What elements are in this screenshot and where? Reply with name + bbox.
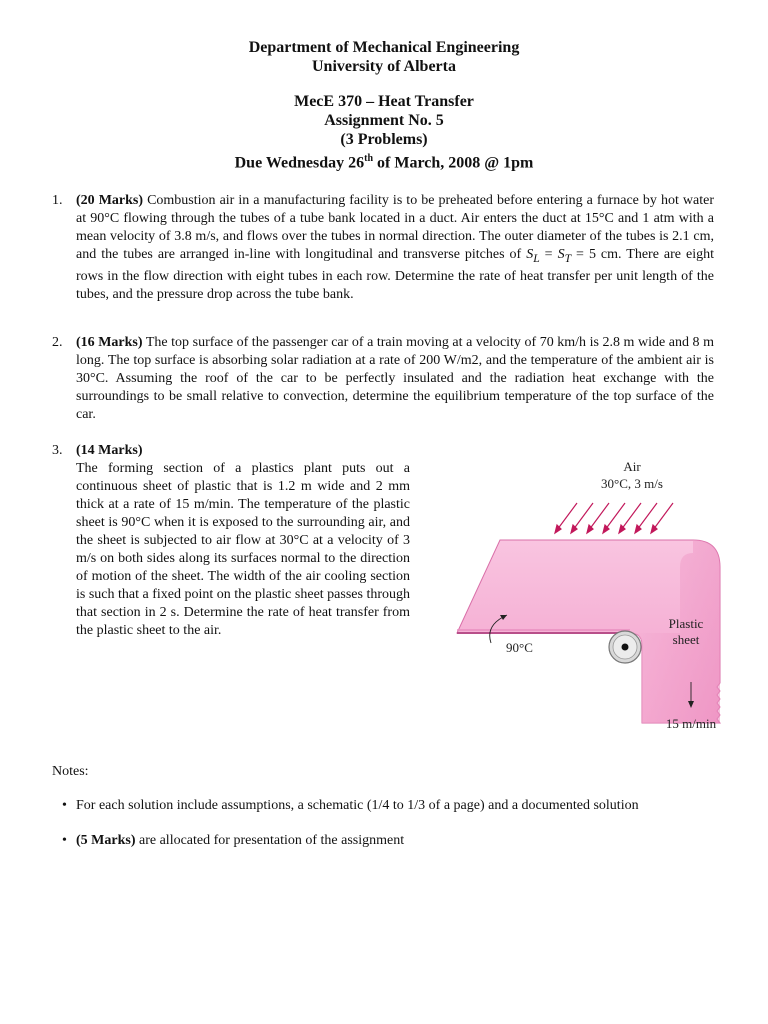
plastic-sheet-figure: [455, 455, 735, 745]
assignment-title: Assignment No. 5: [324, 112, 444, 129]
department-title: Department of Mechanical Engineering: [248, 39, 520, 56]
notes-title: Notes:: [52, 764, 89, 779]
problem-2-text: (16 Marks) The top surface of the passenger car of a train moving at a velocity of 70 km/h is 2.8 m wide and 8 m long. The top surface is absorbing solar radiation at a rate of 200 W/m2, and the temperature of the ambient air is 30°C. Assuming the roof of the car to be perfectly insulated and the radiation heat exchange with the surroundings to be small relative to convection, determine the equilibrium temperature of the top surface of the car.: [76, 335, 714, 422]
note-item: • (5 Marks) are allocated for presentation of the assignment: [62, 833, 405, 848]
problem-3-number: 3.: [52, 443, 63, 458]
note-item: • For each solution include assumptions, a schematic (1/4 to 1/3 of a page) and a documented solution: [62, 798, 639, 813]
sheet-label-1: Plastic: [668, 616, 704, 631]
problem-2-number: 2.: [52, 335, 63, 350]
course-title: MecE 370 – Heat Transfer: [294, 93, 474, 110]
air-flow-arrows: [555, 503, 673, 533]
air-conditions-label: 30°C, 3 m/s: [601, 476, 663, 491]
roller: [609, 631, 641, 663]
problem-3-text: The forming section of a plastics plant puts out a continuous sheet of plastic that is 1.2 m wide and 2 mm thick at a rate of 15 m/min. The temperature of the plastic sheet is 90°C when it is exposed to the surrounding air, and the sheet is subjected to air flow at 30°C at a velocity of 3 m/s on both sides along its surfaces normal to the direction of motion of the sheet. The width of the air cooling section is such that a fixed point on the plastic sheet passes through that section in 2 s. Determine the rate of heat transfer from the plastic sheet to the air.: [76, 461, 410, 638]
sheet-label-2: sheet: [672, 632, 700, 647]
university-title: University of Alberta: [312, 58, 456, 75]
temp-label: 90°C: [506, 640, 533, 655]
speed-label: 15 m/min: [665, 716, 717, 731]
problem-3-marks: (14 Marks): [76, 443, 143, 458]
problem-1-text: (20 Marks) Combustion air in a manufacturing facility is to be preheated before entering a furnace by hot water at 90°C flowing through the tubes of a tube bank located in a duct. Air enters the duct at 15°C and 1 atm with a mean velocity of 3.8 m/s, and flows over the tubes in normal direction. The outer diameter of the tubes is 2.1 cm, and the tubes are arranged in-line with longitudinal and transverse pitches of $S_L = S_T = 5$ cm. There are eight rows in the flow direction with eight tubes in each row. Determine the rate of heat transfer per unit length of the tubes, and the pressure drop across the tube bank.: [76, 193, 714, 302]
problem-count: (3 Problems): [340, 131, 428, 148]
problem-1-number: 1.: [52, 193, 63, 208]
header: [0, 38, 768, 172]
air-label: Air: [623, 459, 641, 474]
due-date: Due Wednesday 26th of March, 2008 @ 1pm: [234, 153, 534, 172]
